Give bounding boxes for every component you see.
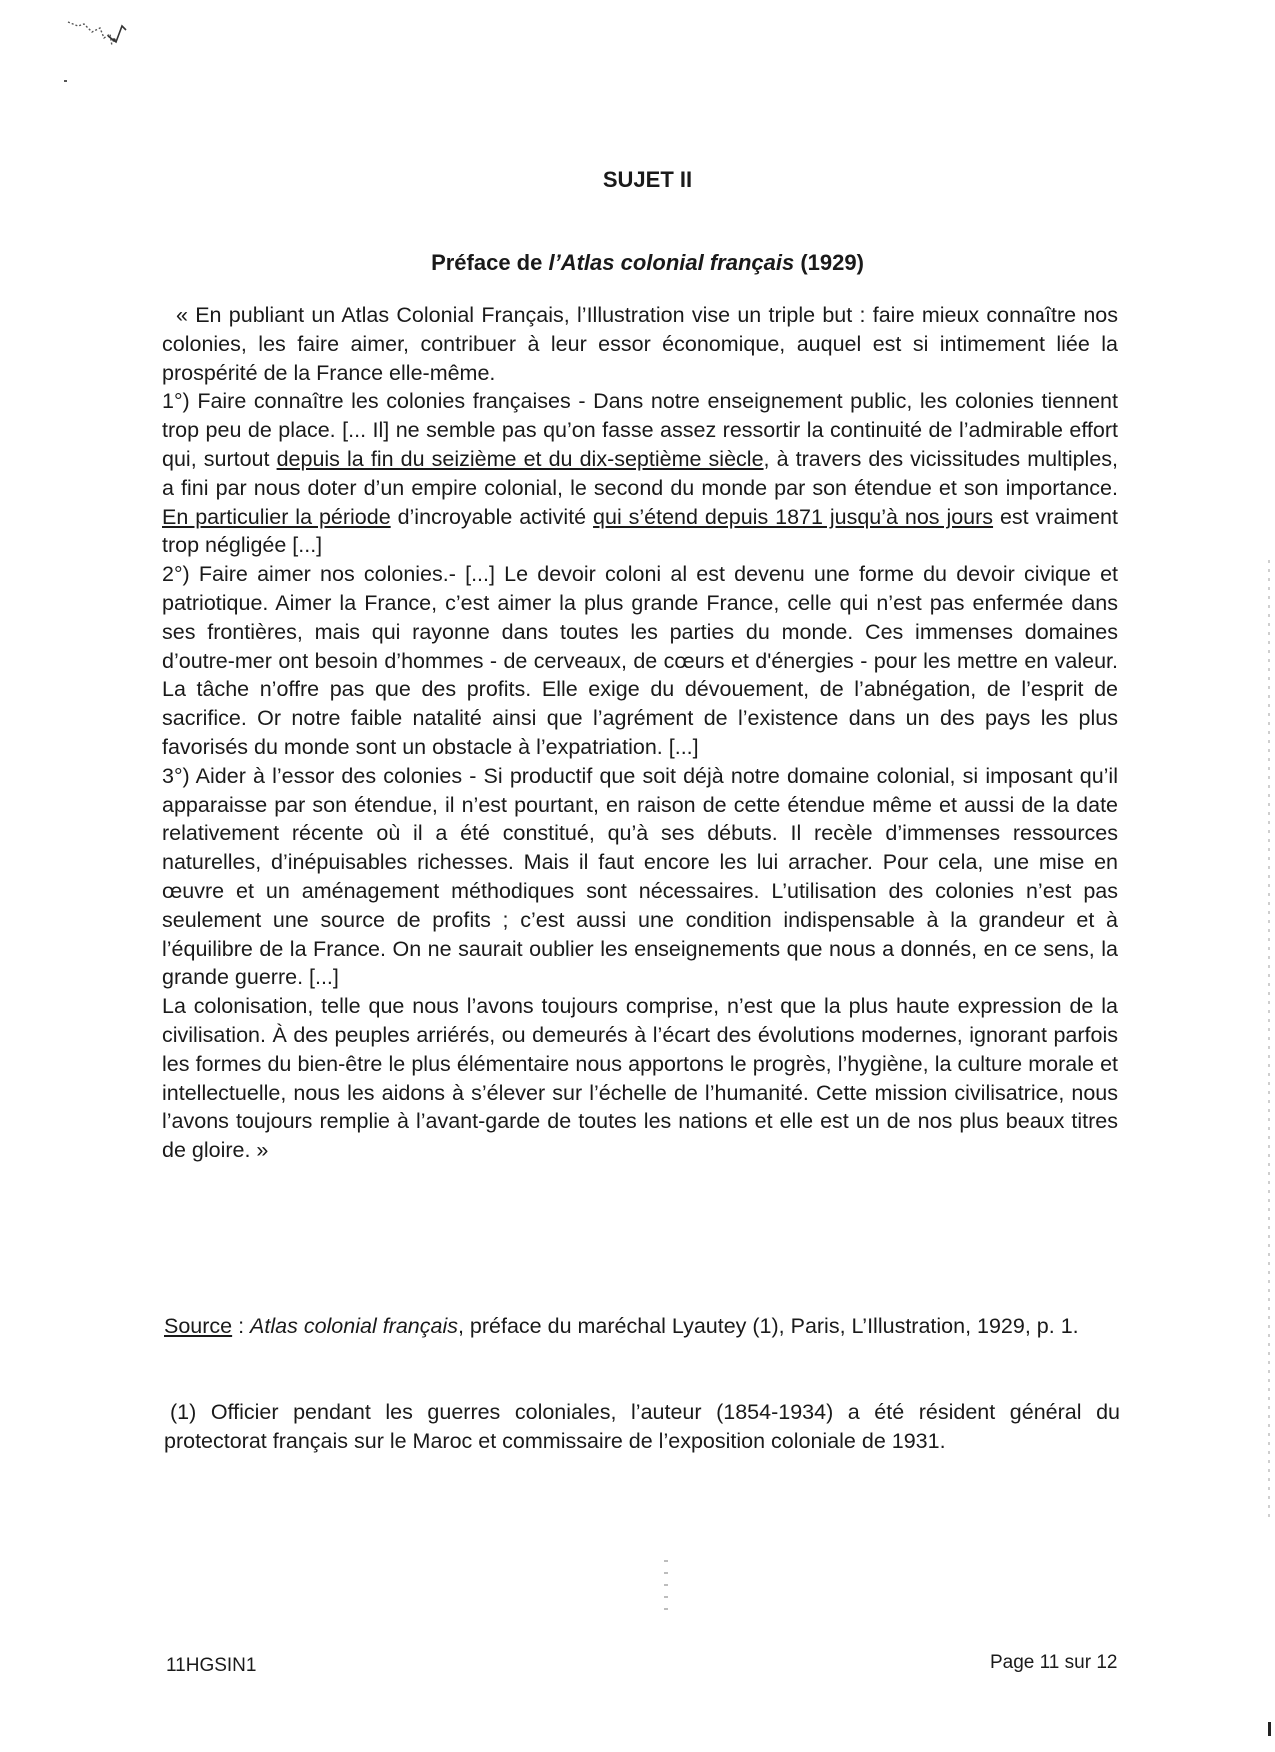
scan-edge-line: [1268, 560, 1270, 1520]
underlined-phrase-centuries: depuis la fin du seizième et du dix-septième siècle: [276, 446, 764, 471]
paragraph-4: La colonisation, telle que nous l’avons toujours comprise, n’est que la plus haute expression de la civilisation. À des peuples arriérés, ou demeurés à l’écart des évolutions modernes, ignorant parfois les formes du bien-être le plus élémentaire nous apportons le progrès, l’hygiène, la culture morale et intellectuelle, nous les aidons à s’élever sur l’échelle de l’humanité. Cette mission civilisatrice, nous l’avons toujours remplie à l’avant-garde de toutes les nations et elle est un de nos plus beaux titres de gloire. »: [162, 994, 1118, 1163]
scan-edge-mark: [1268, 1722, 1271, 1736]
paragraph-1-part-d: est vraiment trop négligée [...]: [162, 504, 1118, 558]
scan-specks: [664, 1560, 668, 1610]
preface-title-prefix: Préface de: [431, 250, 549, 275]
footer-document-code: 11HGSIN1: [166, 1655, 257, 1676]
paragraph-intro: « En publiant un Atlas Colonial Français, l’Illustration vise un triple but : faire mieux connaître nos colonies, les faire aimer, contribuer à leur essor économique, auquel est si intimement liée la prospérité de la France elle-même.: [162, 303, 1118, 385]
scan-speck: [64, 80, 67, 82]
footer-page-number: Page 11 sur 12: [990, 1652, 1118, 1673]
paragraph-1-part-b: , à travers des vicissitudes multiples, a fini par nous doter d’un empire colonial, le second du monde par son étendue et son importance.: [162, 446, 1119, 500]
source-separator: :: [232, 1314, 251, 1338]
paragraph-1-part-c: d’incroyable activité: [390, 504, 594, 529]
paragraph-3: 3°) Aider à l’essor des colonies - Si productif que soit déjà notre domaine colonial, si imposant qu’il apparaisse par son étendue, il n’est pourtant, en raison de cette étendue même et aussi de la date relativement récente où il a été constitué, qu’à ses débuts. Il recèle d’immenses ressources naturelles, d’inépuisables richesses. Mais il faut encore les lui arracher. Pour cela, une mise en œuvre et un aménagement méthodiques sont nécessaires. L’utilisation des colonies n’est pas seulement une source de profits ; c’est aussi une condition indispensable à la grandeur et à l’équilibre de la France. On ne saurait oublier les enseignements que nous a donnés, en ce sens, la grande guerre. [...]: [162, 763, 1118, 990]
subject-title: SUJET II: [602, 167, 693, 192]
source-work-title: Atlas colonial français: [250, 1314, 458, 1338]
paragraph-1: [162, 387, 1118, 560]
underlined-phrase-since-1871: qui s’étend depuis 1871 jusqu’à nos jours: [593, 504, 994, 529]
preface-title-year: (1929): [794, 250, 864, 275]
preface-title: [10, 250, 1275, 276]
paragraph-1-part-a: 1°) Faire connaître les colonies françaises - Dans notre enseignement public, les colonies tiennent trop peu de place. [... Il] ne semble pas qu’on fasse assez ressortir la continuité de l’admirable effort qui, surtout: [162, 389, 1118, 471]
quoted-text: [162, 301, 1118, 1165]
footnote: (1) Officier pendant les guerres coloniales, l’auteur (1854-1934) a été résident général du protectorat français sur le Maroc et commissaire de l’exposition coloniale de 1931.: [164, 1400, 1120, 1453]
source-citation: [164, 1312, 1120, 1341]
source-label: Source: [164, 1314, 233, 1338]
preface-title-work: l’Atlas colonial français: [548, 250, 795, 275]
underlined-phrase-period: En particulier la période: [162, 504, 391, 529]
paragraph-2: 2°) Faire aimer nos colonies.- [...] Le devoir coloni al est devenu une forme du devoir civique et patriotique. Aimer la France, c’est aimer la plus grande France, celle qui n’est pas enfermée dans ses frontières, mais qui rayonne dans toutes les parties du monde. Ces immenses domaines d’outre-mer ont besoin d’hommes - de cerveaux, de cœurs et d'énergies - pour les mettre en valeur. La tâche n’offre pas que des profits. Elle exige du dévouement, de l’abnégation, de l’esprit de sacrifice. Or notre faible natalité ainsi que l’agrément de l’existence dans un des pays les plus favorisés du monde sont un obstacle à l’expatriation. [...]: [162, 562, 1118, 759]
source-details: , préface du maréchal Lyautey (1), Paris, L’Illustration, 1929, p. 1.: [457, 1314, 1079, 1338]
scan-artifact-mark: [64, 16, 134, 56]
